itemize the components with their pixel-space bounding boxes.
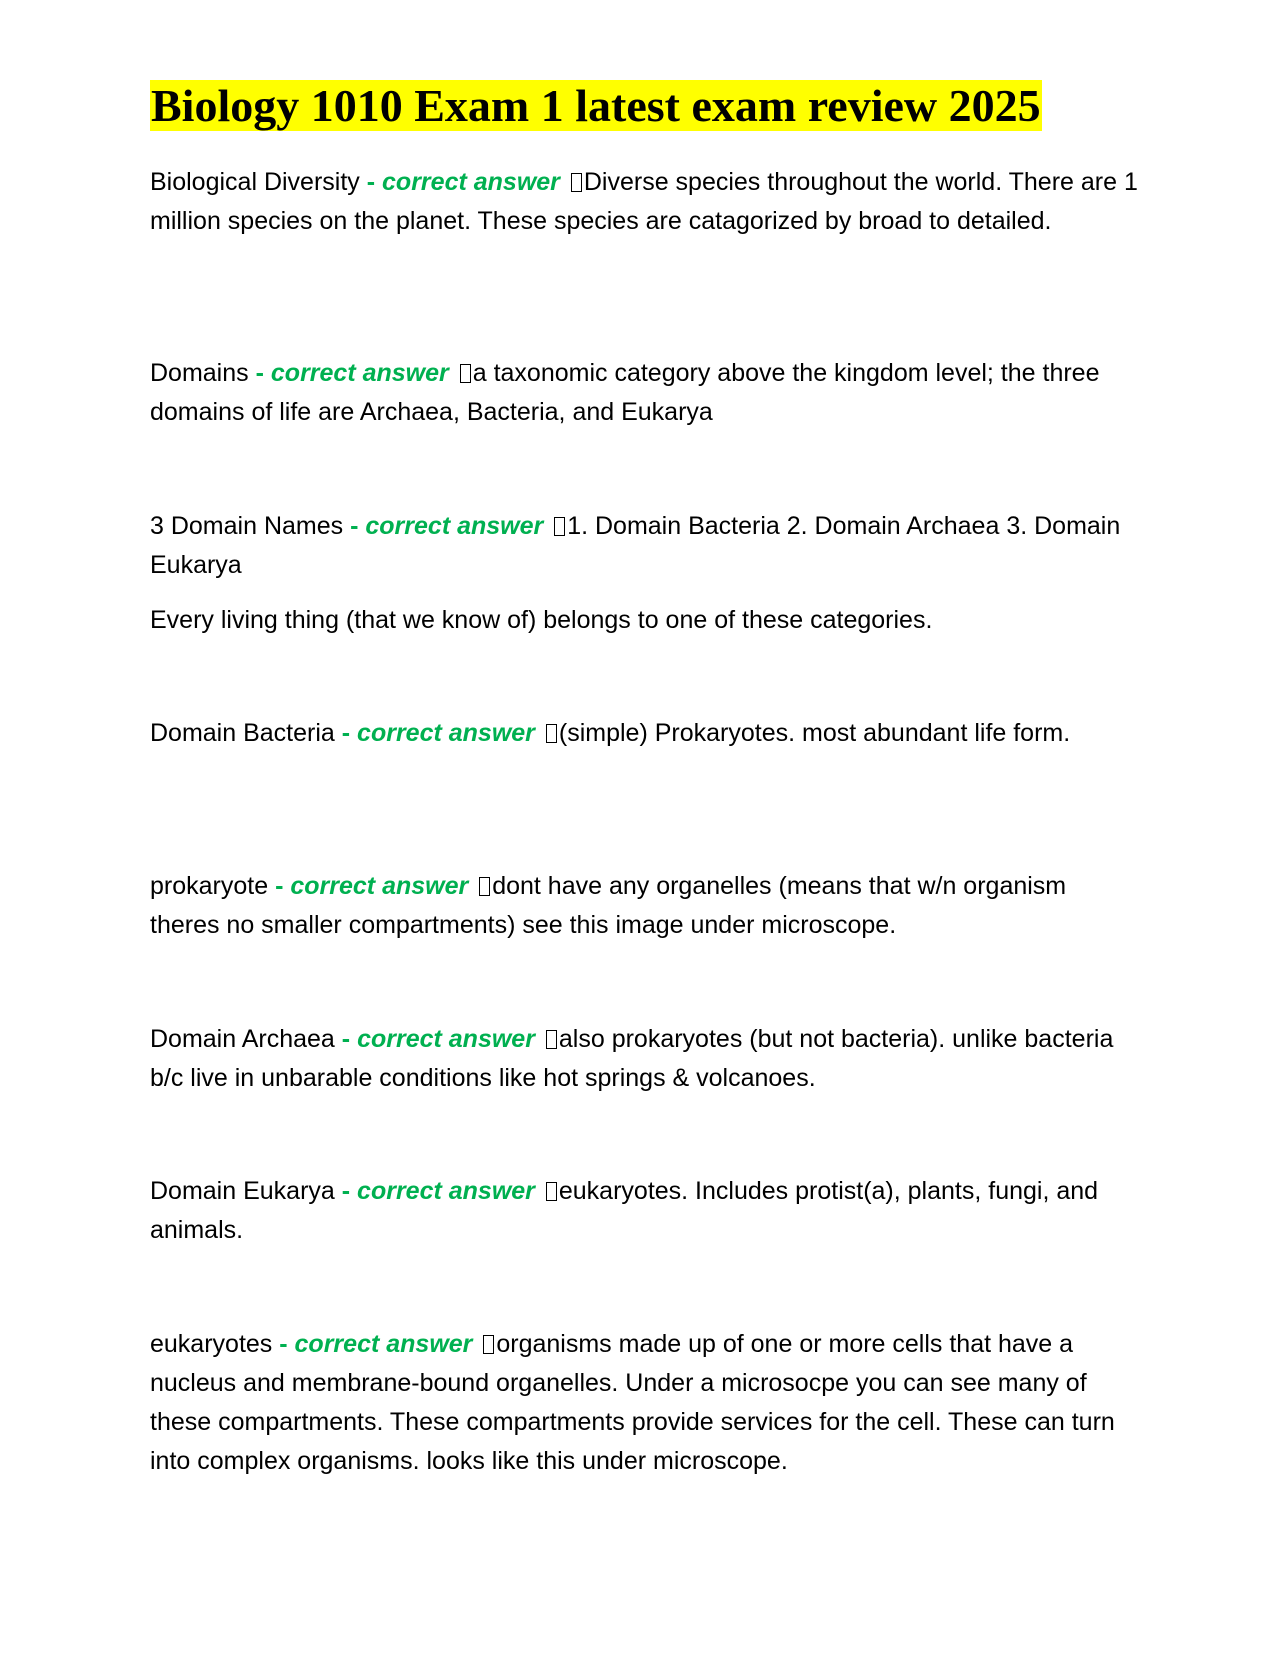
correct-answer-label: correct answer — [270, 359, 449, 387]
entry-separator: - — [255, 359, 264, 387]
entry-definition: 1. Domain Bacteria 2. Domain Archaea 3. Domain Eukarya — [150, 512, 1121, 579]
entry-3-domain-names — [150, 507, 1140, 585]
entry-definition: organisms made up of one or more cells that have a nucleus and membrane-bound organelles. Under a microsocpe you can see many of these compartments. These compartments provide services for the cell. These can turn into complex organisms. looks like this under microscope. — [150, 1330, 1115, 1475]
entry-definition: a taxonomic category above the kingdom level; the three domains of life are Archaea, Bacteria, and Eukarya — [150, 359, 1100, 426]
entry-definition: dont have any organelles (means that w/n organism theres no smaller compartments) see this image under microscope. — [150, 872, 1067, 939]
correct-answer-label: correct answer — [294, 1330, 473, 1358]
entry-separator: - — [366, 168, 376, 196]
correct-answer-label: correct answer — [357, 719, 535, 747]
entry-separator: - — [341, 1025, 351, 1053]
entry-term: prokaryote — [150, 872, 269, 900]
entry-definition: Diverse species throughout the world. There are 1 million species on the planet. These species are catagorized by broad to detailed. — [150, 168, 1138, 235]
document-title — [150, 77, 1042, 135]
entry-separator: - — [275, 872, 284, 900]
entry-definition: also prokaryotes (but not bacteria). unlike bacteria b/c live in unbarable conditions like hot springs & volcanoes. — [150, 1025, 1114, 1092]
correct-answer-label: correct answer — [365, 512, 544, 540]
entry-separator: - — [350, 512, 359, 540]
correct-answer-label: correct answer — [290, 872, 469, 900]
entry-note: Every living thing (that we know of) belongs to one of these categories. — [150, 606, 933, 634]
missing-glyph-icon — [479, 877, 490, 896]
entry-domain-eukarya — [150, 1172, 1140, 1250]
entry-domains — [150, 354, 1140, 432]
entry-biological-diversity — [150, 163, 1140, 241]
missing-glyph-icon — [546, 1182, 557, 1201]
entry-term: Domain Eukarya — [150, 1177, 335, 1205]
correct-answer-label: correct answer — [357, 1025, 535, 1053]
entry-separator: - — [341, 1177, 351, 1205]
entry-term: Domain Bacteria — [150, 719, 335, 747]
missing-glyph-icon — [554, 517, 565, 536]
correct-answer-label: correct answer — [382, 168, 560, 196]
entry-term: Biological Diversity — [150, 168, 360, 196]
missing-glyph-icon — [571, 173, 582, 192]
entry-separator: - — [279, 1330, 288, 1358]
entry-term: 3 Domain Names — [150, 512, 344, 540]
entry-separator: - — [341, 719, 351, 747]
entry-term: Domain Archaea — [150, 1025, 335, 1053]
entry-definition: (simple) Prokaryotes. most abundant life form. — [558, 719, 1071, 747]
missing-glyph-icon — [546, 1030, 557, 1049]
entry-term: Domains — [150, 359, 249, 387]
correct-answer-label: correct answer — [357, 1177, 535, 1205]
missing-glyph-icon — [460, 364, 471, 383]
missing-glyph-icon — [546, 724, 557, 743]
missing-glyph-icon — [483, 1335, 494, 1354]
entry-eukaryotes — [150, 1325, 1140, 1481]
document-title-text: Biology 1010 Exam 1 latest exam review 2025 — [151, 80, 1041, 131]
entry-domain-bacteria — [150, 714, 1140, 753]
entry-definition: eukaryotes. Includes protist(a), plants, fungi, and animals. — [150, 1177, 1099, 1244]
entry-term: eukaryotes — [150, 1330, 273, 1358]
entry-prokaryote — [150, 867, 1140, 945]
entry-domain-archaea — [150, 1020, 1140, 1098]
